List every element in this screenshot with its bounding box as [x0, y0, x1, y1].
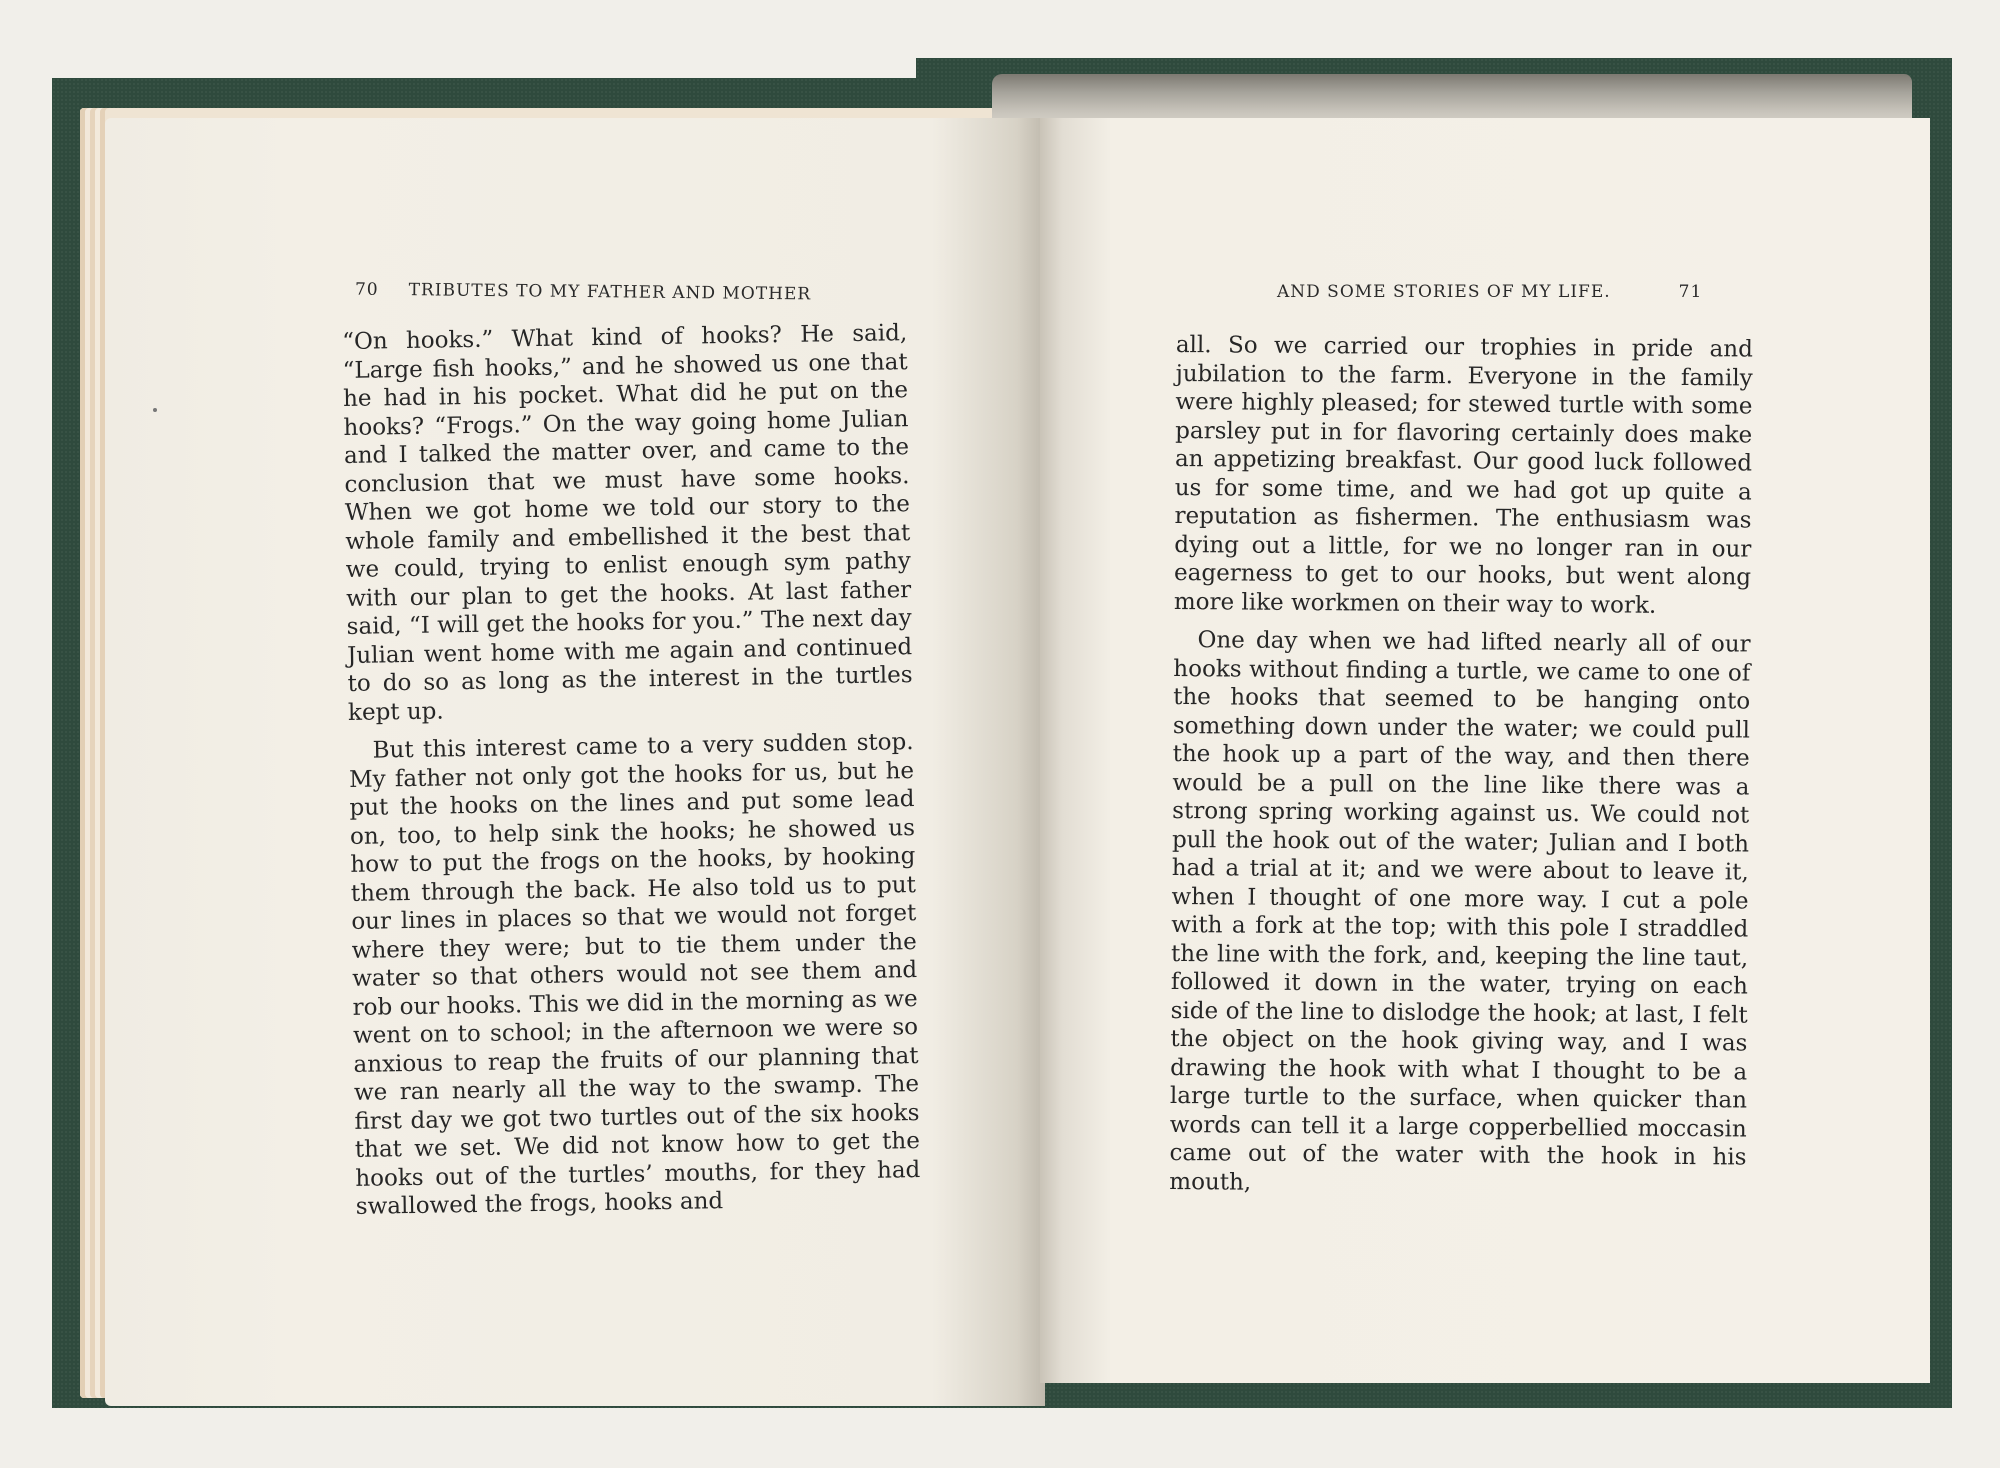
left-page: [105, 118, 1045, 1406]
left-page-text: [342, 319, 921, 1231]
right-running-head-title: AND SOME STORIES OF MY LIFE.: [1277, 282, 1611, 302]
right-paragraph-1: all. So we carried our trophies in pride and jubilation to the farm. Everyone in the family were highly pleased; for stewed turtle with some parsley put in for flavoring certainly does make an appetizing breakfast. Our good luck followed us for some time, and we had got up quite a reputation as fishermen. The enthusiasm was dying out a little, for we no longer ran in our eagerness to get to our hooks, but went along more like workmen on their way to work.: [1173, 331, 1753, 619]
left-paragraph-2: But this interest came to a very sudden stop. My father not only got the hooks for us, but he put the hooks on the lines and put some lead on, too, to help sink the hooks; he showed us how to put the frogs on the hooks, by hooking them through the back. He also told us to put our lines in places so that we would not forget where they were; but to tie them under the water so that others would not see them and rob our hooks. This we did in the morning as we went on to school; in the afternoon we were so anxious to reap the fruits of our planning that we ran nearly all the way to the swamp. The first day we got two turtles out of the six hooks that we set. We did not know how to get the hooks out of the turtles’ mouths, for they had swallowed the frogs, hooks and: [348, 729, 921, 1220]
paper-speck: [153, 408, 157, 412]
right-page: [1040, 118, 1930, 1383]
right-running-head: [1277, 282, 1702, 302]
left-paragraph-1: “On hooks.” What kind of hooks? He said, “Large fish hooks,” and he showed us one that he had in his pocket. What did he put on the hooks? “Frogs.” On the way going home Julian and I talked the matter over, and came to the conclusion that we must have some hooks. When we got home we told our story to the whole family and embellished it the best that we could, trying to enlist enough sym pathy with our plan to get the hooks. At last father said, “I will get the hooks for you.” The next day Julian went home with me again and continued to do so as long as the interest in the turtles kept up.: [342, 320, 913, 726]
right-paragraph-2: One day when we had lifted nearly all of our hooks without finding a turtle, we came to one of the hooks that seemed to be hanging onto something down under the water; we could pull the hook up a part of the way, and then there would be a pull on the line like there was a strong spring working against us. We could not pull the hook out of the water; Julian and I both had a trial at it; and we were about to leave it, when I thought of one more way. I cut a pole with a fork at the top; with this pole I straddled the line with the fork, and, keeping the line taut, followed it down in the water, trying on each side of the line to dislodge the hook; at last, I felt the object on the hook giving way, and I was drawing the hook with what I thought to be a large turtle to the surface, when quicker than words can tell it a large copperbellied moccasin came out of the water with the hook in his mouth,: [1169, 627, 1751, 1196]
left-running-head: [355, 280, 811, 305]
left-page-number: 70: [354, 279, 379, 300]
left-running-head-title: TRIBUTES TO MY FATHER AND MOTHER: [408, 280, 812, 305]
right-page-number: 71: [1678, 282, 1703, 302]
right-page-text: [1169, 331, 1753, 1211]
